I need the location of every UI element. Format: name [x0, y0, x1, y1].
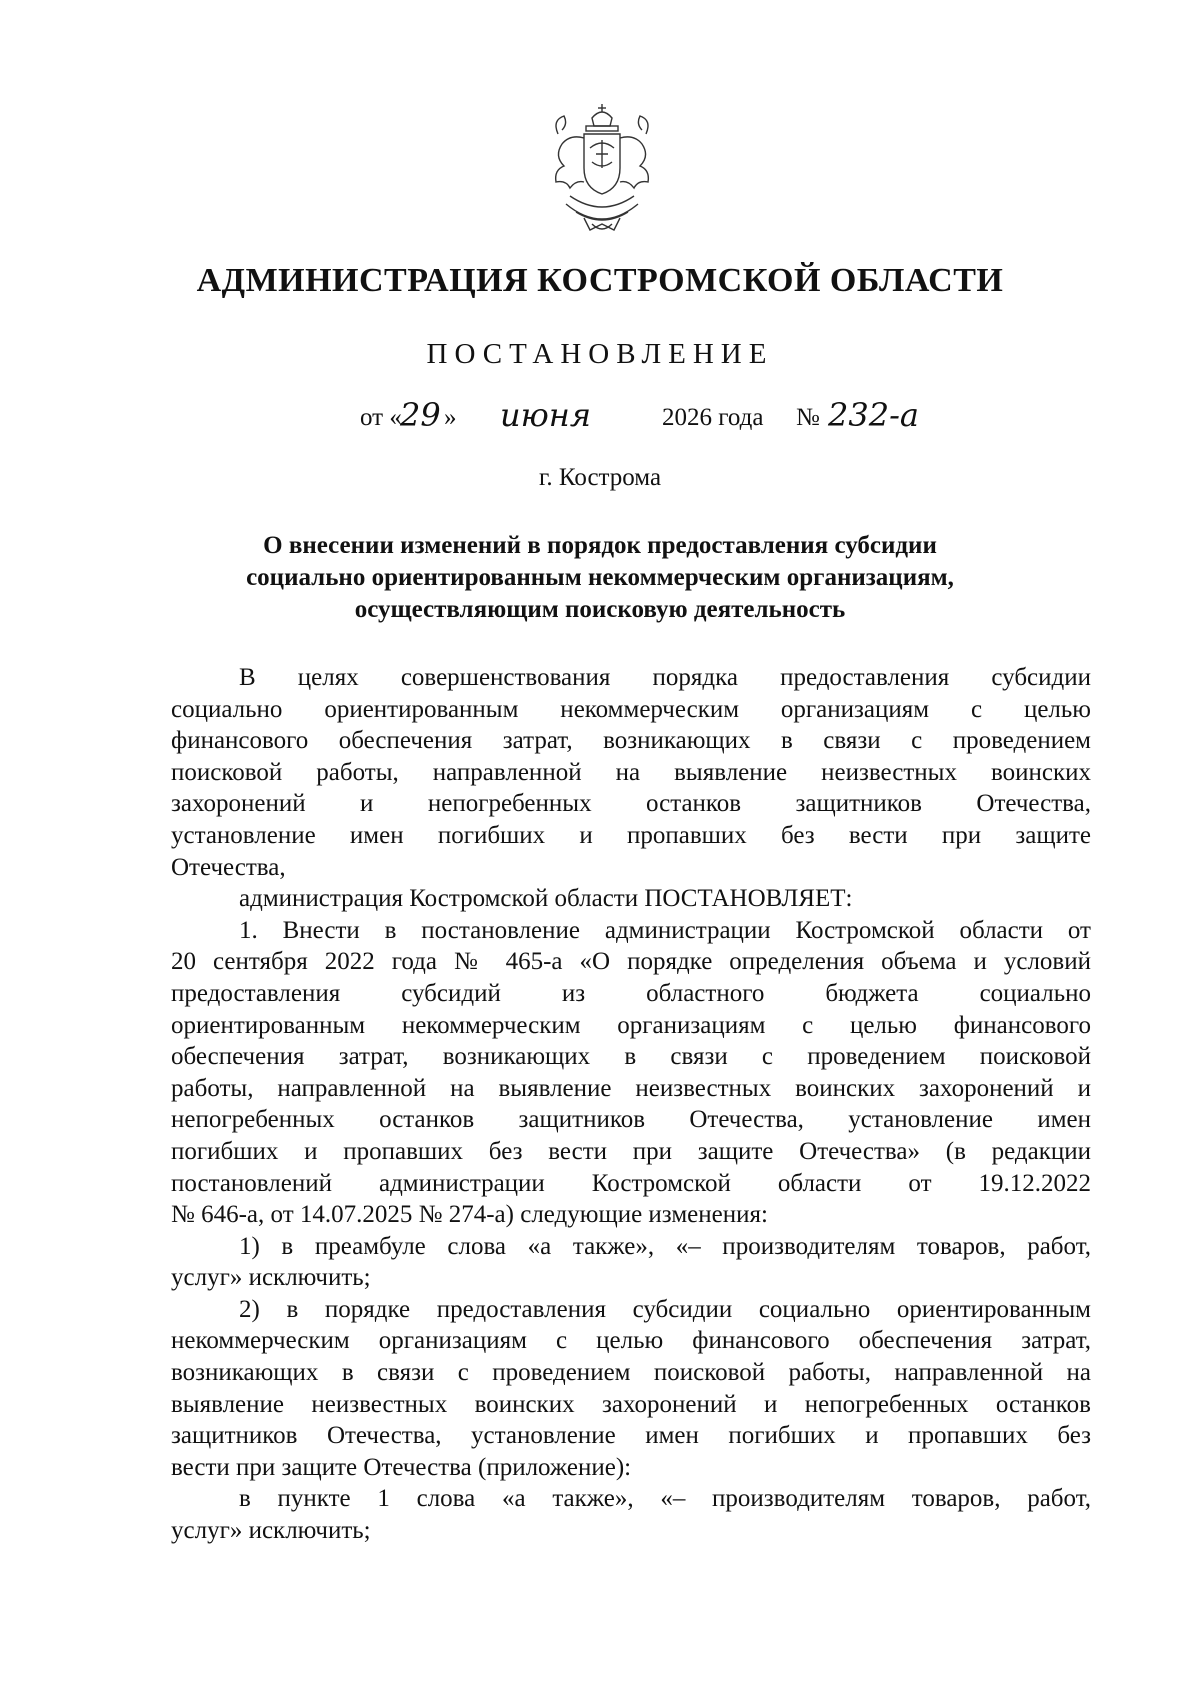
- body-line: № 646-а, от 14.07.2025 № 274-а) следующие изменения:: [171, 1201, 768, 1229]
- body-line: захоронений и непогребенных останков защитников Отечества,: [171, 790, 1091, 818]
- body-line: 2) в порядке предоставления субсидии социально ориентированным: [239, 1295, 1091, 1323]
- handwritten-number: 232-а: [828, 396, 919, 434]
- body-line: финансового обеспечения затрат, возникающих в связи с проведением: [171, 727, 1091, 755]
- handwritten-day: 29: [400, 396, 441, 434]
- body-line: 1. Внести в постановление администрации Костромской области от: [239, 916, 1091, 944]
- number-prefix: №: [796, 404, 820, 431]
- body-line: вести при защите Отечества (приложение):: [171, 1453, 632, 1481]
- body-line: Отечества,: [171, 853, 286, 881]
- body-line: 1) в преамбуле слова «а также», «– производителям товаров, работ,: [239, 1232, 1091, 1260]
- body-line: выявление неизвестных воинских захоронений и непогребенных останков: [171, 1390, 1091, 1418]
- body-line: 20 сентября 2022 года № 465-а «О порядке определения объема и условий: [171, 948, 1091, 976]
- city: г. Кострома: [538, 464, 662, 491]
- body-line: поисковой работы, направленной на выявление неизвестных воинских: [171, 758, 1091, 786]
- heading-line: социально ориентированным некоммерческим организациям,: [246, 564, 954, 591]
- body-line: непогребенных останков защитников Отечества, установление имен: [171, 1106, 1091, 1134]
- document-type: ПОСТАНОВЛЕНИЕ: [426, 338, 774, 370]
- body-line: возникающих в связи с проведением поисковой работы, направленной на: [171, 1359, 1091, 1387]
- body-line: в пункте 1 слова «а также», «– производителям товаров, работ,: [239, 1485, 1091, 1513]
- document-body: [171, 662, 1091, 1547]
- body-line: работы, направленной на выявление неизвестных воинских захоронений и: [171, 1074, 1091, 1102]
- body-line: защитников Отечества, установление имен погибших и пропавших без: [171, 1422, 1091, 1450]
- document-heading: [205, 530, 995, 626]
- body-line: В целях совершенствования порядка предоставления субсидии: [239, 664, 1091, 691]
- coat-of-arms-emblem: [540, 104, 664, 240]
- heading-line: осуществляющим поисковую деятельность: [354, 596, 846, 623]
- heading-line: О внесении изменений в порядок предоставления субсидии: [263, 532, 937, 559]
- date-line: [360, 396, 980, 464]
- body-line: обеспечения затрат, возникающих в связи с проведением поисковой: [171, 1043, 1091, 1071]
- handwritten-month: июня: [500, 396, 592, 434]
- body-line: услуг» исключить;: [171, 1517, 371, 1545]
- body-line: погибших и пропавших без вести при защите Отечества» (в редакции: [171, 1137, 1091, 1165]
- body-line: администрация Костромской области ПОСТАНОВЛЯЕТ:: [239, 885, 853, 913]
- body-line: социально ориентированным некоммерческим организациям с целью: [171, 695, 1091, 723]
- body-line: услуг» исключить;: [171, 1264, 371, 1292]
- body-line: ориентированным некоммерческим организациям с целью финансового: [171, 1011, 1091, 1039]
- body-line: установление имен погибших и пропавших без вести при защите: [171, 821, 1091, 849]
- body-line: постановлений администрации Костромской области от 19.12.2022: [171, 1169, 1091, 1197]
- body-line: некоммерческим организациям с целью финансового обеспечения затрат,: [171, 1327, 1091, 1355]
- date-prefix: от «: [360, 404, 402, 431]
- date-year: 2026 года: [662, 404, 764, 431]
- issuing-authority: АДМИНИСТРАЦИЯ КОСТРОМСКОЙ ОБЛАСТИ: [196, 262, 1004, 299]
- date-close-quote: »: [444, 404, 457, 431]
- body-line: предоставления субсидий из областного бюджета социально: [171, 979, 1091, 1007]
